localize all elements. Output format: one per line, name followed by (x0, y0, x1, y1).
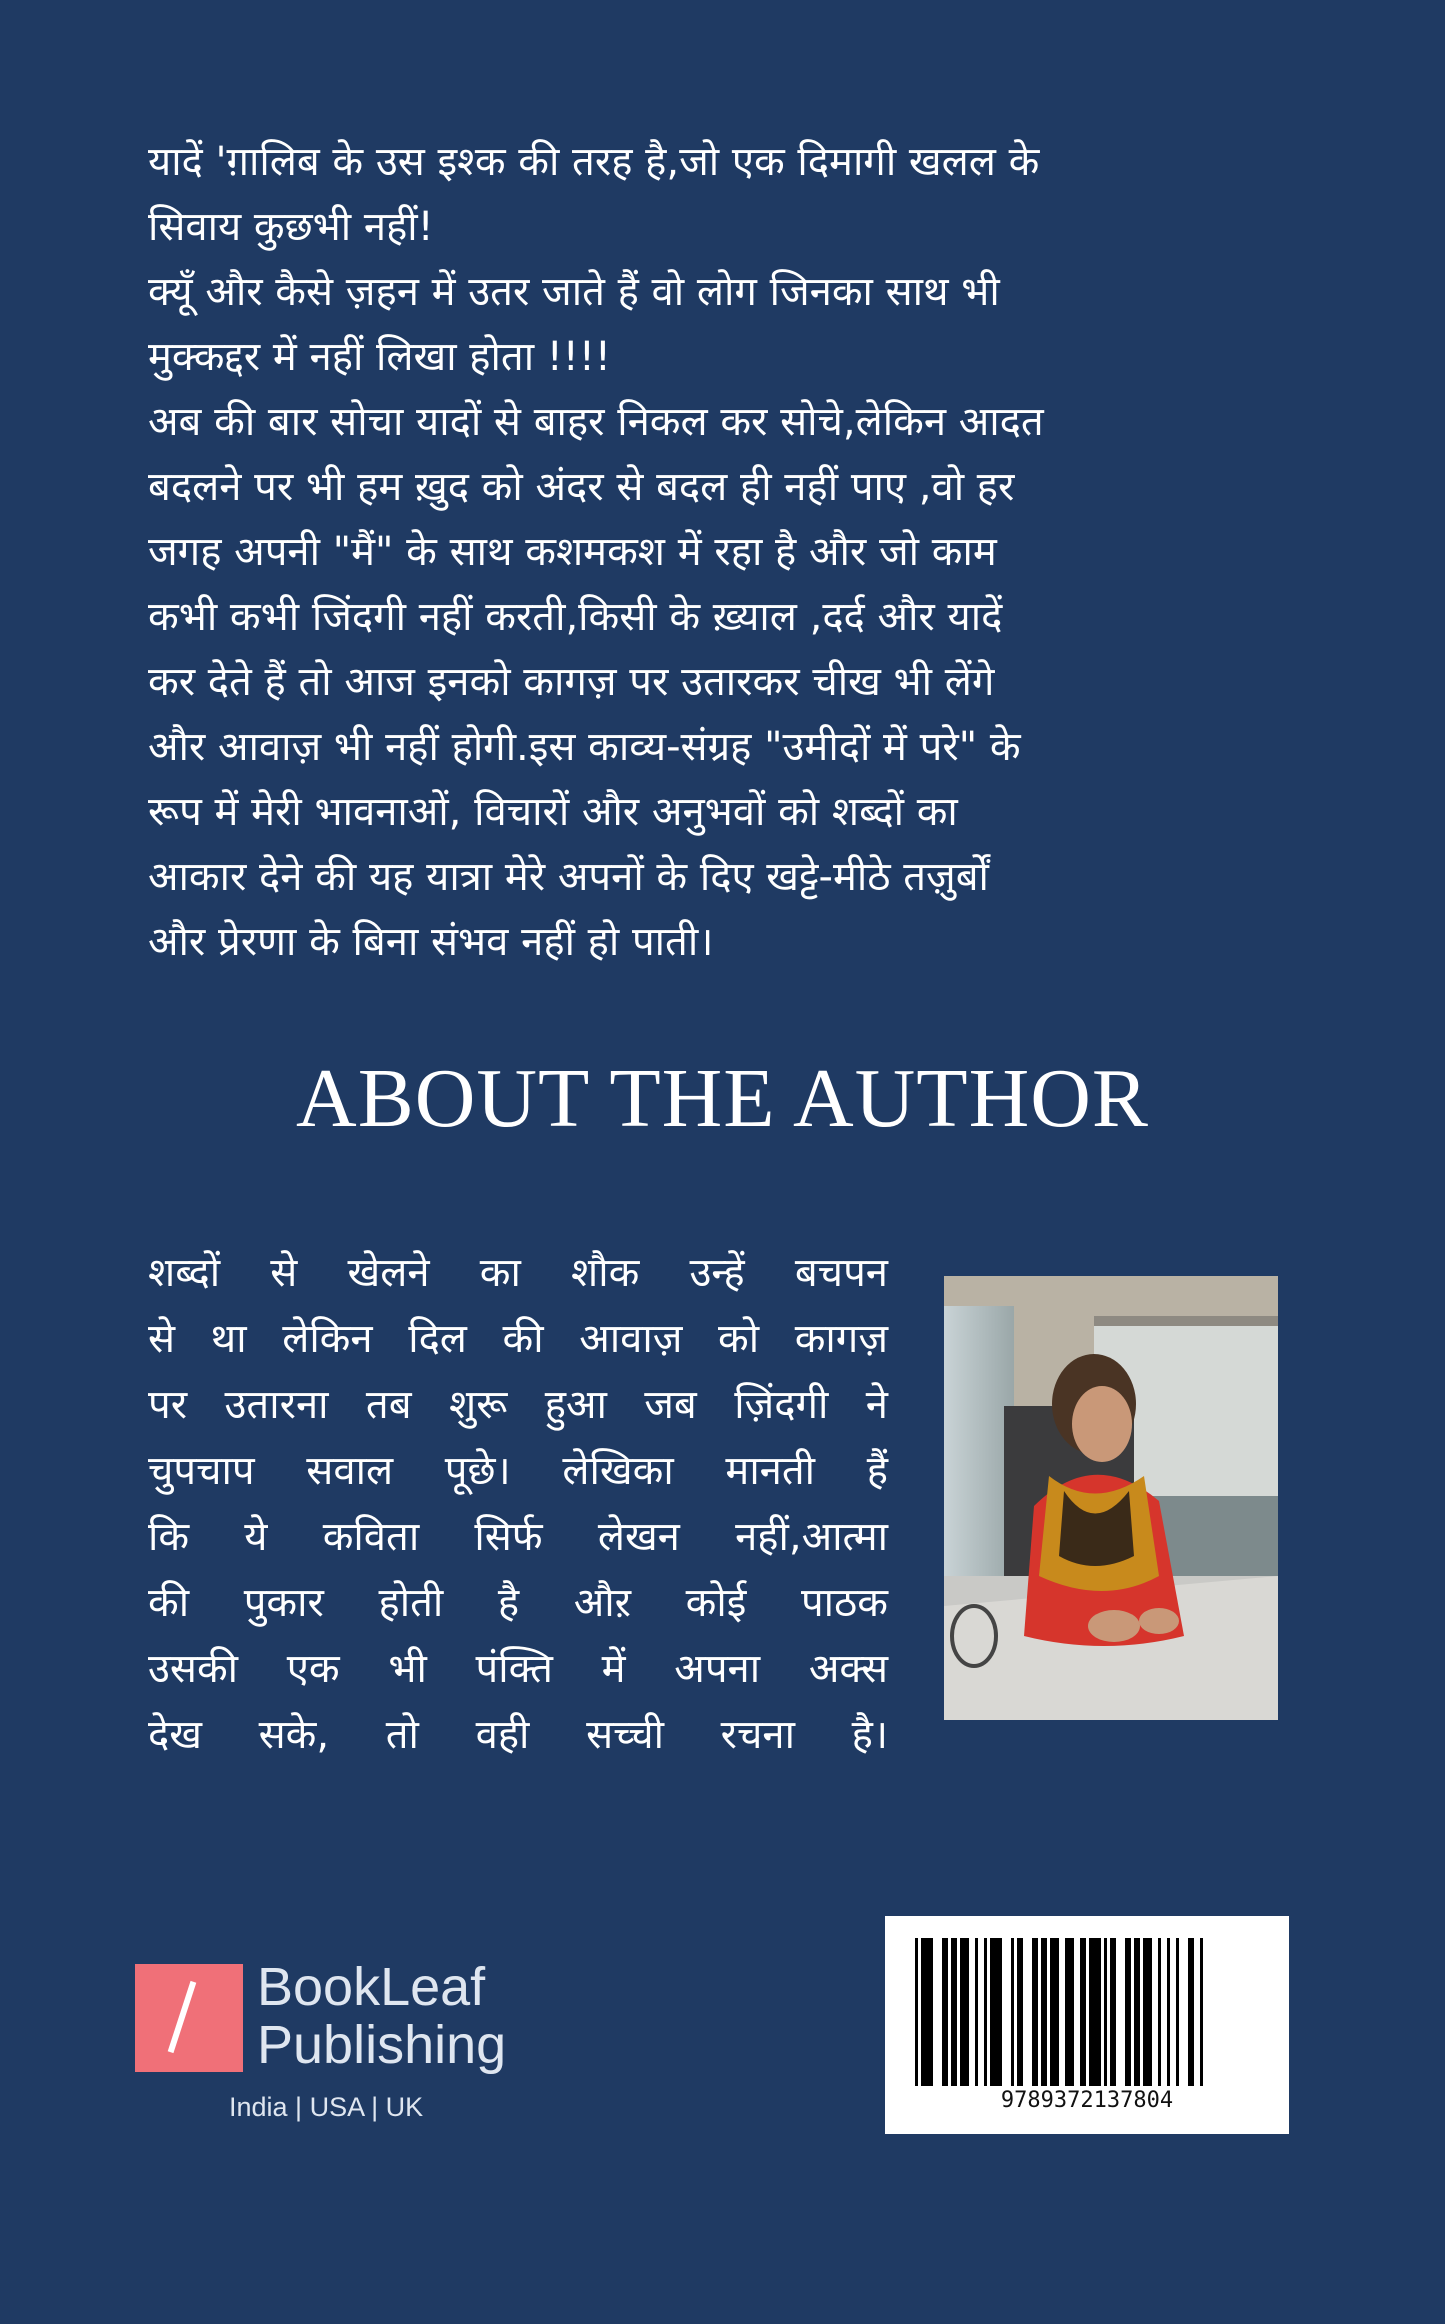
isbn-barcode (885, 1916, 1289, 2134)
publisher-name (257, 1958, 506, 2074)
barcode-bar (1110, 1938, 1116, 2086)
barcode-bar (921, 1938, 933, 2086)
blurb-line: कभी कभी जिंदगी नहीं करती,किसी के ख़्याल ,दर्द और यादें (148, 594, 1003, 640)
blurb-line: यादें 'ग़ालिब के उस इश्क की तरह है,जो एक दिमागी खलल के (148, 139, 1040, 185)
barcode-bar (1176, 1938, 1179, 2086)
blurb-line: क्यूँ और कैसे ज़हन में उतर जाते हैं वो लोग जिनका साथ भी (148, 269, 1000, 315)
blurb-line: बदलने पर भी हम ख़ुद को अंदर से बदल ही नहीं पाए ,वो हर (148, 464, 1015, 510)
blurb-line: और आवाज़ भी नहीं होगी.इस काव्य-संग्रह "उमीदों में परे" के (148, 724, 1021, 770)
barcode-bar (1050, 1938, 1059, 2086)
publisher-logo (135, 1957, 555, 2134)
barcode-bar (1011, 1938, 1014, 2086)
barcode-bar (984, 1938, 987, 2086)
book-blurb (148, 130, 1228, 975)
barcode-bar (975, 1938, 978, 2086)
barcode-bar (951, 1938, 957, 2086)
blurb-line: अब की बार सोचा यादों से बाहर निकल कर सोचे,लेकिन आदत (148, 399, 1044, 445)
blurb-line: कर देते हैं तो आज इनको कागज़ पर उतारकर चीख भी लेंगे (148, 659, 995, 705)
bio-line: से था लेकिन दिल की आवाज़ को कागज़ (148, 1316, 888, 1362)
barcode-bar (942, 1938, 948, 2086)
bio-line: उसकी एक भी पंक्ति में अपना अक्स (148, 1646, 888, 1692)
publisher-name-line1: BookLeaf (257, 1957, 486, 2017)
barcode-bar (1200, 1938, 1203, 2086)
barcode-bar (1104, 1938, 1107, 2086)
bio-line: शब्दों से खेलने का शौक उन्हें बचपन (148, 1250, 888, 1296)
barcode-bar (1080, 1938, 1086, 2086)
blurb-line: मुक्कद्दर में नहीं लिखा होता !!!! (148, 334, 611, 380)
barcode-bar (1158, 1938, 1161, 2086)
bio-line: कि ये कविता सिर्फ लेखन नहीं,आत्मा (148, 1514, 888, 1560)
bio-line: पर उतारना तब शुरू हुआ जब ज़िंदगी ने (148, 1382, 888, 1428)
about-author-heading: ABOUT THE AUTHOR (296, 1052, 1149, 1145)
barcode-bar (1143, 1938, 1152, 2086)
blurb-line: और प्रेरणा के बिना संभव नहीं हो पाती। (148, 919, 714, 965)
blurb-line: सिवाय कुछभी नहीं! (148, 204, 434, 250)
author-bio (148, 1240, 888, 1768)
barcode-bars (911, 1938, 1263, 2086)
bio-line: चुपचाप सवाल पूछे। लेखिका मानती हैं (148, 1448, 888, 1494)
barcode-bar (1089, 1938, 1101, 2086)
blurb-line: आकार देने की यह यात्रा मेरे अपनों के दिए खट्टे-मीठे तज़ुर्बों (148, 854, 989, 900)
barcode-bar (1134, 1938, 1140, 2086)
barcode-bar (990, 1938, 1002, 2086)
barcode-bar (1188, 1938, 1194, 2086)
barcode-bar (1065, 1938, 1074, 2086)
bio-line: देख सके, तो वही सच्ची रचना है। (148, 1712, 888, 1758)
barcode-bar (1017, 1938, 1023, 2086)
publisher-name-line2: Publishing (257, 2015, 507, 2075)
barcode-bar (1032, 1938, 1038, 2086)
barcode-bar (1041, 1938, 1047, 2086)
barcode-bar (960, 1938, 969, 2086)
barcode-bar (1167, 1938, 1170, 2086)
blurb-line: रूप में मेरी भावनाओं, विचारों और अनुभवों को शब्दों का (148, 789, 958, 835)
blurb-line: जगह अपनी "मैं" के साथ कशमकश में रहा है और जो काम (148, 529, 997, 575)
publisher-regions: India | USA | UK (229, 2092, 424, 2122)
bookleaf-logo-icon (135, 1964, 243, 2072)
isbn-number: 9789372137804 (1000, 2088, 1174, 2113)
barcode-bar (1125, 1938, 1131, 2086)
bio-line: की पुकार होती है औऱ कोई पाठक (148, 1580, 888, 1626)
author-photo (944, 1276, 1278, 1720)
barcode-bar (915, 1938, 918, 2086)
